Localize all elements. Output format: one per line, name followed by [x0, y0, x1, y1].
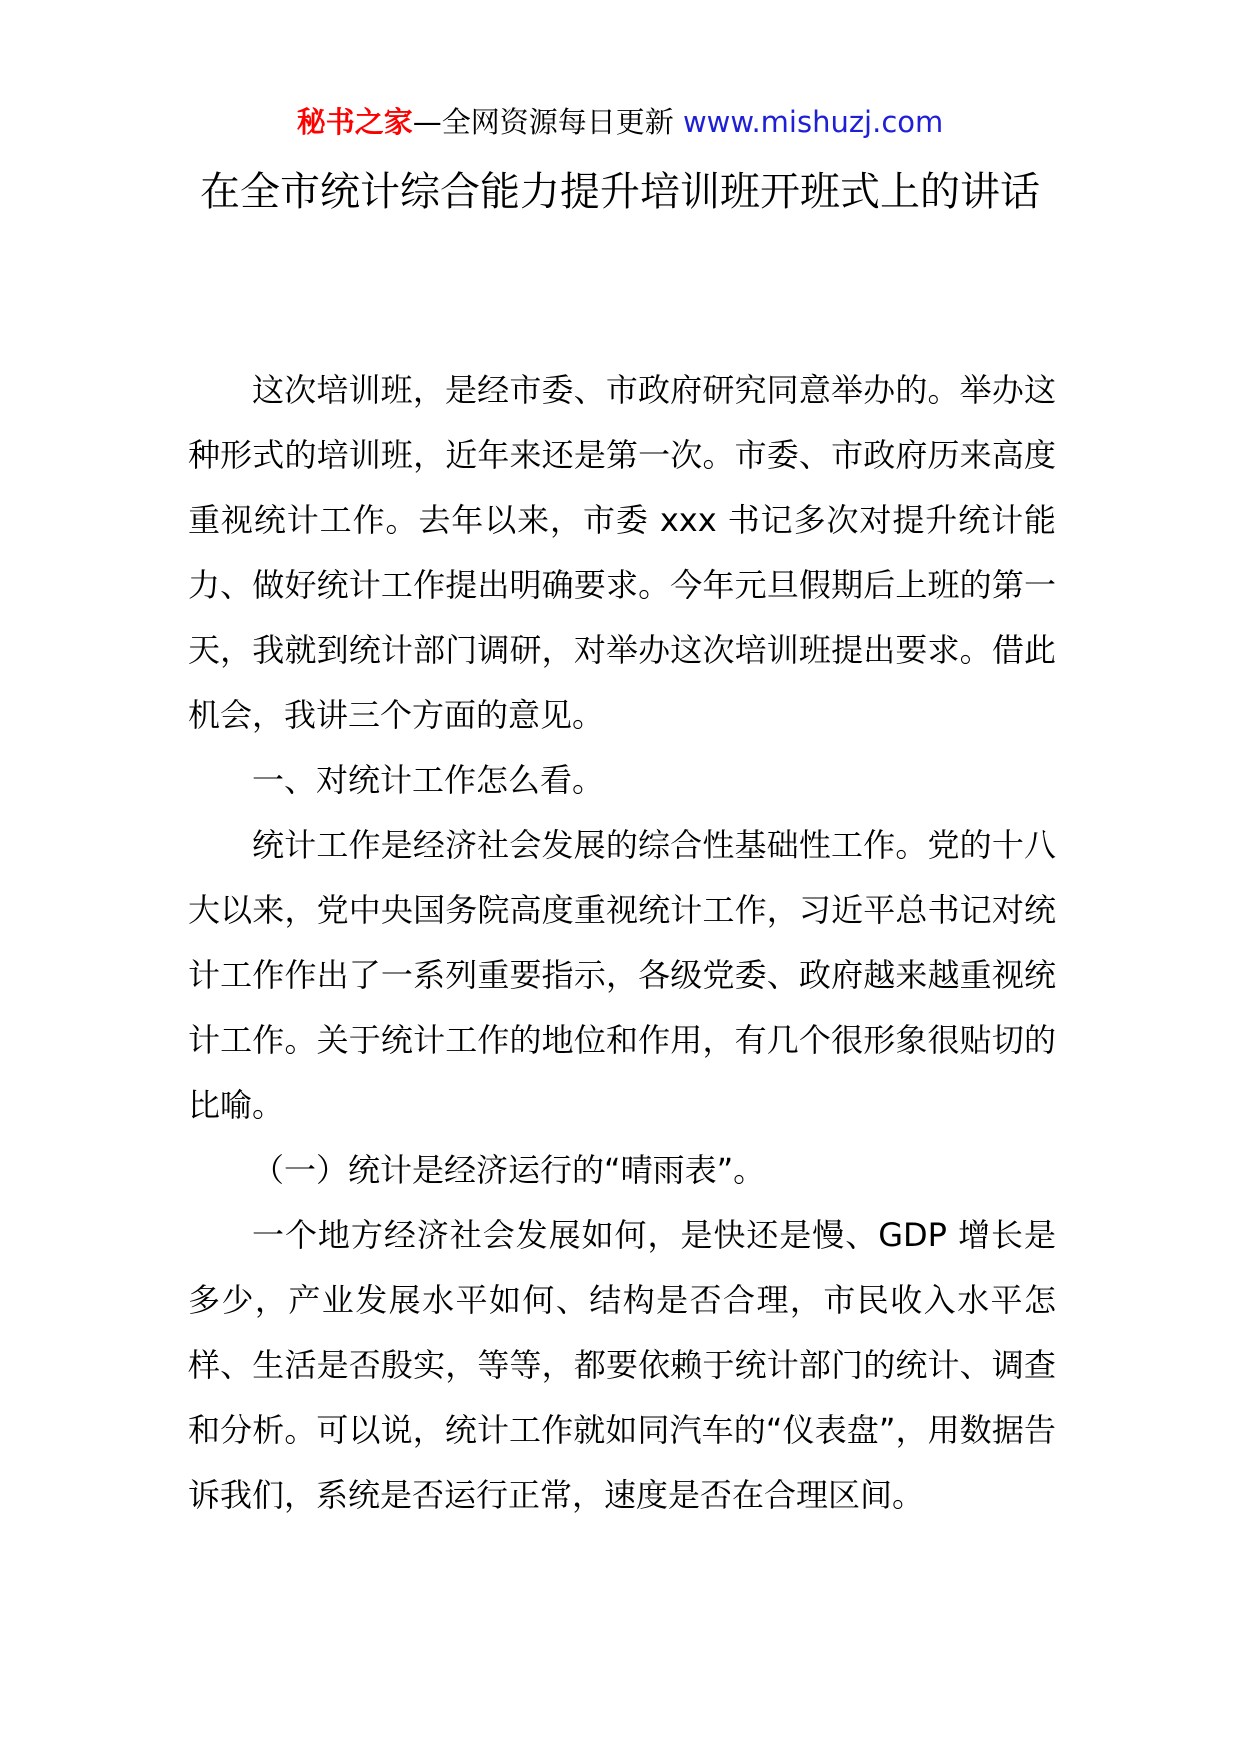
subsection-heading: （一）统计是经济运行的“晴雨表”。: [252, 1151, 766, 1189]
site-header: [0, 100, 1240, 144]
section-heading: 一、对统计工作怎么看。: [252, 761, 605, 799]
brand-name: 秘书之家: [296, 105, 413, 139]
document-body: [188, 358, 1056, 1528]
site-url[interactable]: www.mishuzj.com: [682, 105, 944, 139]
document-title: 在全市统计综合能力提升培训班开班式上的讲话: [200, 169, 1040, 215]
paragraph: 统计工作是经济社会发展的综合性基础性工作。党的十八大以来，党中央国务院高度重视统计工作，习近平总书记对统计工作作出了一系列重要指示，各级党委、政府越来越重视统计工作。关于统计工作的地位和作用，有几个很形象很贴切的比喻。: [188, 826, 1056, 1124]
header-slogan: —全网资源每日更新: [412, 105, 674, 139]
paragraph: 这次培训班，是经市委、市政府研究同意举办的。举办这种形式的培训班，近年来还是第一次。市委、市政府历来高度重视统计工作。去年以来，市委 xxx 书记多次对提升统计能力、做好统计工作提出明确要求。今年元旦假期后上班的第一天，我就到统计部门调研，对举办这次培训班提出要求。借此机会，我讲三个方面的意见。: [188, 371, 1056, 734]
paragraph: 一个地方经济社会发展如何，是快还是慢、GDP 增长是多少，产业发展水平如何、结构是否合理，市民收入水平怎样、生活是否殷实，等等，都要依赖于统计部门的统计、调查和分析。可以说，统计工作就如同汽车的“仪表盘”，用数据告诉我们，系统是否运行正常，速度是否在合理区间。: [188, 1216, 1056, 1514]
